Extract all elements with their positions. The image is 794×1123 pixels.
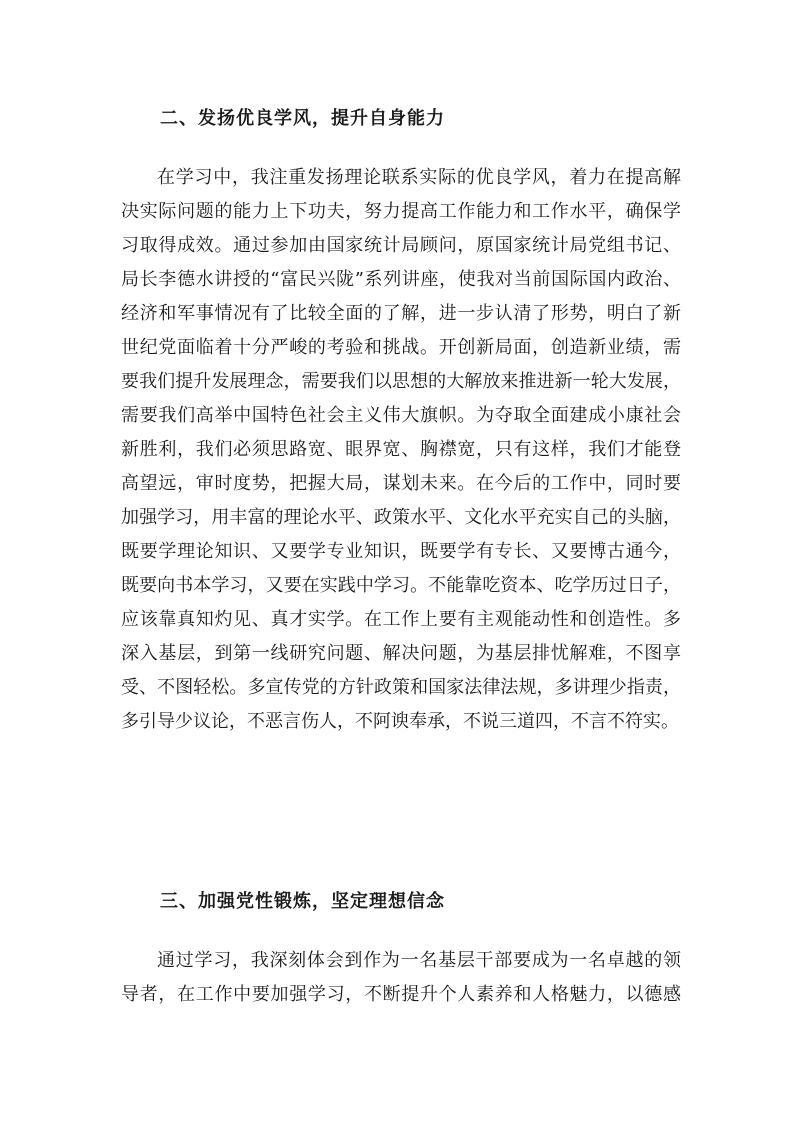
section-heading-2: 二、发扬优良学风，提升自身能力: [160, 108, 445, 129]
section-2-paragraph: [121, 161, 681, 739]
paragraph-line: 深入基层，到第一线研究问题、解决问题，为基层排忧解难，不图享: [121, 643, 681, 664]
paragraph-line: 世纪党面临着十分严峻的考验和挑战。开创新局面，创造新业绩，需: [121, 337, 681, 358]
paragraph-line: 高望远，审时度势，把握大局，谋划未来。在今后的工作中，同时要: [121, 473, 681, 494]
paragraph-line: 新胜利，我们必须思路宽、眼界宽、胸襟宽，只有这样，我们才能登: [121, 439, 681, 460]
paragraph-line: 多引导少议论，不恶言伤人，不阿谀奉承，不说三道四，不言不符实。: [121, 711, 679, 732]
paragraph-line: 受、不图轻松。多宣传党的方针政策和国家法律法规，多讲理少指责，: [121, 677, 681, 698]
paragraph-line: 既要学理论知识、又要学专业知识，既要学有专长、又要博古通今，: [121, 541, 681, 562]
paragraph-line: 要我们提升发展理念，需要我们以思想的大解放来推进新一轮大发展，: [121, 371, 681, 392]
paragraph-line: 决实际问题的能力上下功夫，努力提高工作能力和工作水平，确保学: [121, 201, 681, 222]
paragraph-line: 在学习中，我注重发扬理论联系实际的优良学风，着力在提高解: [157, 167, 681, 188]
section-3-paragraph: [121, 944, 681, 1012]
paragraph-line: 需要我们高举中国特色社会主义伟大旗帜。为夺取全面建成小康社会: [121, 405, 681, 426]
paragraph-line: 经济和军事情况有了比较全面的了解，进一步认清了形势，明白了新: [121, 303, 681, 324]
section-heading-3: 三、加强党性锻炼，坚定理想信念: [160, 891, 445, 912]
paragraph-line: 既要向书本学习，又要在实践中学习。不能靠吃资本、吃学历过日子，: [121, 575, 681, 596]
paragraph-line: 通过学习，我深刻体会到作为一名基层干部要成为一名卓越的领: [157, 950, 681, 971]
paragraph-line: 加强学习，用丰富的理论水平、政策水平、文化水平充实自己的头脑，: [121, 507, 681, 528]
paragraph-line: 局长李德水讲授的“富民兴陇”系列讲座，使我对当前国际国内政治、: [121, 269, 681, 290]
paragraph-line: 习取得成效。通过参加由国家统计局顾问，原国家统计局党组书记、: [121, 235, 681, 256]
paragraph-line: 导者，在工作中要加强学习，不断提升个人素养和人格魅力，以德感: [121, 984, 681, 1005]
paragraph-line: 应该靠真知灼见、真才实学。在工作上要有主观能动性和创造性。多: [121, 609, 681, 630]
